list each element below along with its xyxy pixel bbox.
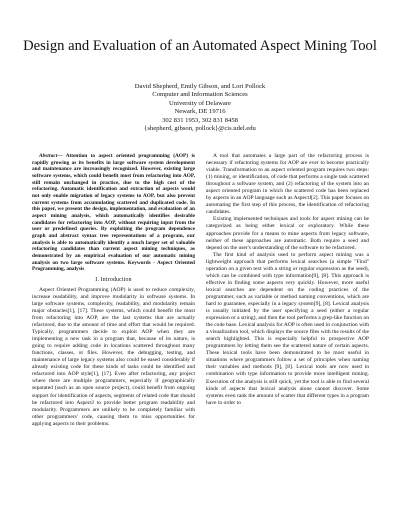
author-names: David Shepherd, Emily Gibson, and Lori Pollock bbox=[134, 83, 266, 90]
abstract-text: — Attention to aspect oriented programming (AOP) is rapidly growing as its benefits in large software system development and maintenance are increasingly recognized. However, existing large software systems, which could benefit most from refactoring into AOP, still remain unchanged in practice, due to the high cost of the refactoring. Automatic identification and extraction of aspects would not only enable migration of legacy systems to AOP, but also prevent current systems from accumulating scattered and duplicated code. In this paper, we present the design, implementation, and evaluation of an aspect mining analysis, which automatically identifies desirable candidates for refactoring into AOP, without requiring input from the user or predefined queries. By exploiting the program dependence graph and abstract syntax tree representations of a program, our analysis is able to automatically identify a much larger set of valuable refactoring candidates than current aspect mining techniques, as demonstrated by an empirical evaluation of our automatic mining analysis on two large software systems. bbox=[32, 153, 195, 266]
paper-title: Design and Evaluation of an Automated Aspect Mining Tool bbox=[23, 38, 377, 54]
section-heading-introduction: I. Introduction bbox=[95, 276, 132, 283]
right-paragraph-2: Existing implemented techniques and tools for aspect mining can be categorized as being either lexical or exploratory. While these approaches provide for a means to mine aspects from legacy software, neither of these approaches are automatic. Both require a seed and depend on the user's understanding of the software to be refactored. bbox=[206, 216, 369, 251]
author-email: {shepherd, gibson, pollock}@cis.udel.edu bbox=[144, 125, 256, 133]
intro-paragraph: Aspect Oriented Programming (AOP) is used to reduce complexity, increase readability, and improve modularity in software systems. In large software systems, complexity, readability, and modularity remain major obstacles[1], [17]. These systems, which could benefit the most from refactoring into AOP, are the last systems that are actually refactored, due to the amount of time and effort that would be required. Typically, programmers decide to exploit AOP when they are implementing a new task in a program that, because of its nature, is going to require adding code in locations scattered throughout many functions, classes, or files. However, the debugging, testing, and maintenance of large legacy systems also could be eased considerably if already existing code for these kinds of tasks could be identified and refactored into AOP style[1], [17]. Even after refactoring, any project where there are multiple programmers, especially if geographically separated (such as an open source project), could benefit from ongoing support for identification of aspects, segments of related code that should be refactored into AspectJ to provide better program readability and modularity. Programmers are unlikely to be completely familiar with other programmers' code, causing them to miss opportunities for applying aspects to their problems. bbox=[32, 286, 195, 427]
right-paragraph-3: The first kind of analysis used to perform aspect mining was a lightweight approach that performs lexical searches (a simple "Find" operation on a given text with a string or regular expression as the seed), which can be combined with type information[9], [8]. This approach is effective in finding some aspects very quickly. However, more useful lexical searches are dependent on the coding practices of the programmer, such as variable or method naming conventions, which are hard to guarantee, especially in a legacy system[9], [8]. Lexical analysis is usually initiated by the user specifying a seed (either a regular expression or a string), and then the tool performs a grep-like function on the code base. Lexical analysis for AOP is often used in conjunction with a visualization tool, which displays the source files with the results of the search highlighted. This is especially helpful to prospective AOP programmers by letting them see the scattered nature of certain aspects. These lexical tools have been demonstrated to be most useful in situations where programmers follow a set of principles when naming their variables and methods [9], [8]. Lexical tools are now used in combination with type information to provide more intelligent mining. Execution of the analysis is still quick, yet the tool is able to find several kinds of aspects that lexical analysis alone cannot discover. Some systems even rank the amount of scatter that different types in a program have in order to bbox=[206, 251, 369, 406]
author-phone: 302 831 1953, 302 831 8458 bbox=[162, 116, 238, 124]
abstract-label: Abstract bbox=[39, 153, 58, 159]
keywords: Keywords - Aspect Oriented Programming, analysis bbox=[32, 259, 196, 273]
abstract bbox=[32, 153, 195, 273]
right-paragraph-1: A tool that automates a large part of the refactoring process is necessary if refactoring systems for AOP are ever to become practically viable. Transformation to an aspect oriented program requires two steps: (1) mining, or identification, of code that performs a single task scattered throughout a software system, and (2) refactoring of the system into an aspect oriented program in which the scattered code has been replaced by aspects in an AOP language such as AspectJ[2]. This paper focuses on automating the first step of this process, the identification of refactoring candidates. bbox=[206, 153, 369, 216]
left-column bbox=[32, 153, 195, 428]
author-block bbox=[60, 83, 340, 133]
author-university: University of Delaware bbox=[169, 99, 231, 107]
author-department: Computer and Information Sciences bbox=[152, 91, 248, 99]
right-column bbox=[206, 153, 369, 407]
author-city: Newark, DE 19716 bbox=[174, 108, 226, 116]
